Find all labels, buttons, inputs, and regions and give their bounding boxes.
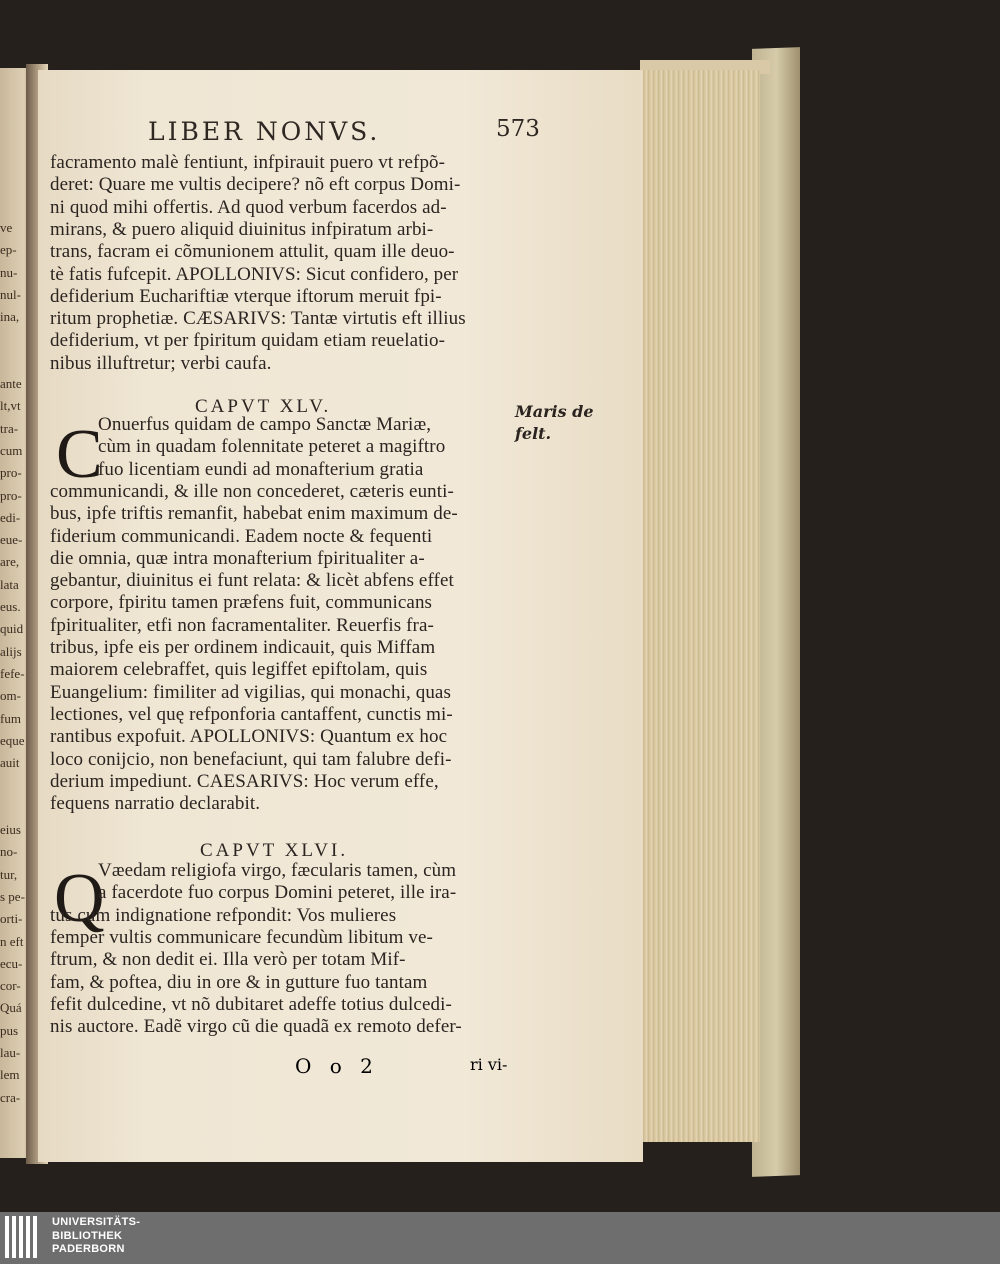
left-fragment: cum: [0, 442, 23, 458]
text-line: Væedam religiofa virgo, fæcularis tamen, cùm: [98, 860, 457, 881]
library-name-line: BIBLIOTHEK: [52, 1229, 123, 1242]
text-line: ni quod mihi offertis. Ad quod verbum facerdos ad-: [50, 196, 447, 218]
text-line: defiderium Euchariftiæ vterque iftorum meruit fpi-: [50, 285, 442, 307]
left-fragment: no-: [0, 844, 18, 860]
left-fragment: ina,: [0, 309, 20, 325]
text-line: maiorem celebraffet, quis legiffet epiftolam, quis: [50, 659, 428, 681]
margin-note-line: felt.: [515, 424, 552, 443]
text-line: bus, ipfe triftis remanfit, habebat enim maximum de-: [50, 503, 458, 525]
left-fragment: lt,vt: [0, 398, 21, 414]
left-fragment: lem: [0, 1067, 20, 1083]
left-fragment: pro-: [0, 487, 22, 503]
text-line: loco conijcio, non benefaciunt, qui tam falubre defi-: [50, 748, 452, 770]
left-fragment: eue-: [0, 532, 23, 548]
text-line: communicandi, & ille non concederet, cæteris eunti-: [50, 480, 454, 502]
left-fragment: tur,: [0, 866, 18, 882]
text-line: nis auctore. Eadẽ virgo cũ die quadã ex remoto defer-: [50, 1016, 462, 1038]
left-fragment: eque: [0, 732, 25, 748]
page-number: 573: [496, 116, 540, 142]
text-line: mirans, & puero aliquid diuinitus infpiratum arbi-: [50, 218, 434, 240]
left-fragment: fefe-: [0, 665, 25, 681]
text-line: ritum prophetiæ. CÆSARIVS: Tantæ virtutis eft illius: [50, 308, 466, 330]
text-line: fefit dulcedine, vt nõ dubitaret adeffe totius dulcedi-: [50, 993, 452, 1015]
text-line: fequens narratio declarabit.: [50, 793, 261, 815]
text-line: gebantur, diuinitus ei funt relata: & licèt abfens effet: [50, 570, 454, 592]
left-fragment: lau-: [0, 1044, 21, 1060]
text-line: corpore, fpiritu tamen præfens fuit, communicans: [50, 592, 433, 614]
left-fragment: orti-: [0, 911, 23, 927]
chapter-heading-45: CAPVT XLV.: [195, 396, 332, 417]
text-line: facramento malè fentiunt, infpirauit puero vt refpõ-: [50, 152, 446, 173]
left-fragment: are,: [0, 554, 20, 570]
left-fragment: eius: [0, 822, 21, 838]
text-line: Onuerfus quidam de campo Sanctæ Mariæ,: [98, 414, 432, 435]
left-fragment: Quá: [0, 1000, 22, 1016]
left-fragment: alijs: [0, 643, 22, 659]
text-line: cùm in quadam folennitate peteret a magiftro: [98, 436, 446, 458]
text-line: nibus illuftretur; verbi caufa.: [50, 352, 272, 374]
text-line: fuo licentiam eundi ad monafterium gratia: [98, 458, 424, 480]
left-fragment: om-: [0, 688, 21, 704]
margin-note-line: Maris de: [515, 402, 594, 421]
catchword: ri vi-: [470, 1055, 508, 1074]
text-line: deret: Quare me vultis decipere? nõ eft corpus Domi-: [50, 174, 461, 196]
text-line: rantibus expofuit. APOLLONIVS: Quantum ex hoc: [50, 726, 448, 748]
text-line: Euangelium: fimiliter ad vigilias, qui monachi, quas: [50, 681, 451, 703]
text-line: tè fatis fufcepit. APOLLONIVS: Sicut confidero, per: [50, 263, 459, 285]
library-name-line: UNIVERSITÄTS-: [52, 1216, 141, 1228]
text-line: ftrum, & non dedit ei. Illa verò per totam Mif-: [50, 949, 406, 971]
text-line: defiderium, vt per fpiritum quidam etiam reuelatio-: [50, 330, 445, 352]
left-fragment: cra-: [0, 1089, 21, 1105]
text-line: derium impediunt. CAESARIVS: Hoc verum effe,: [50, 770, 439, 792]
text-line: trans, facram ei cõmunionem attulit, quam ille deuo-: [50, 241, 455, 263]
page-edges: [640, 70, 760, 1142]
text-line: lectiones, vel quę refponforia cantaffent, cunctis mi-: [50, 703, 453, 725]
library-name: [52, 1216, 140, 1257]
left-fragment: lata: [0, 576, 19, 592]
left-fragment: fum: [0, 710, 21, 726]
left-fragment: auit: [0, 755, 20, 771]
text-line: tus cum indignatione refpondit: Vos mulieres: [50, 904, 397, 926]
drop-initial-q: Q: [54, 860, 105, 937]
chapter-heading-46: CAPVT XLVI.: [200, 840, 349, 861]
drop-initial-c: C: [56, 416, 103, 493]
left-fragment: pro-: [0, 465, 22, 481]
left-fragment: edi-: [0, 509, 21, 525]
running-head: LIBER NONVS.: [148, 117, 381, 146]
text-line: a facerdote fuo corpus Domini peteret, ille ira-: [98, 882, 457, 904]
left-fragment: nu-: [0, 264, 18, 280]
text-line: fam, & poftea, diu in ore & in gutture fuo tantam: [50, 971, 428, 993]
text-line: tribus, ipfe eis per ordinem indicauit, quis Miffam: [50, 637, 436, 658]
left-fragment: ecu-: [0, 955, 23, 971]
left-fragment: n eft: [0, 933, 24, 949]
text-line: die omnia, quæ intra monafterium fpiritualiter a-: [50, 547, 425, 569]
library-name-line: PADERBORN: [52, 1243, 125, 1255]
left-fragment: quid: [0, 621, 24, 637]
left-fragment: ante: [0, 376, 22, 392]
left-fragment: ep-: [0, 242, 17, 258]
left-fragment: eus.: [0, 599, 21, 615]
text-line: fiderium communicandi. Eadem nocte & fequenti: [50, 525, 433, 547]
text-line: femper vultis communicare fecundùm libitum ve-: [50, 926, 433, 948]
margin-note: [515, 401, 594, 445]
library-footer: [0, 1212, 1000, 1264]
left-fragment: cor-: [0, 978, 21, 994]
left-fragment: pus: [0, 1022, 19, 1038]
text-line: fpiritualiter, etfi non facramentaliter. Reuerfis fra-: [50, 614, 434, 636]
left-fragment: nul-: [0, 286, 21, 302]
library-logo-icon: [5, 1216, 43, 1258]
signature-mark: O o 2: [295, 1054, 379, 1078]
left-fragment: tra-: [0, 420, 19, 436]
left-fragment: ve: [0, 220, 13, 235]
left-fragment: s pe-: [0, 888, 25, 904]
